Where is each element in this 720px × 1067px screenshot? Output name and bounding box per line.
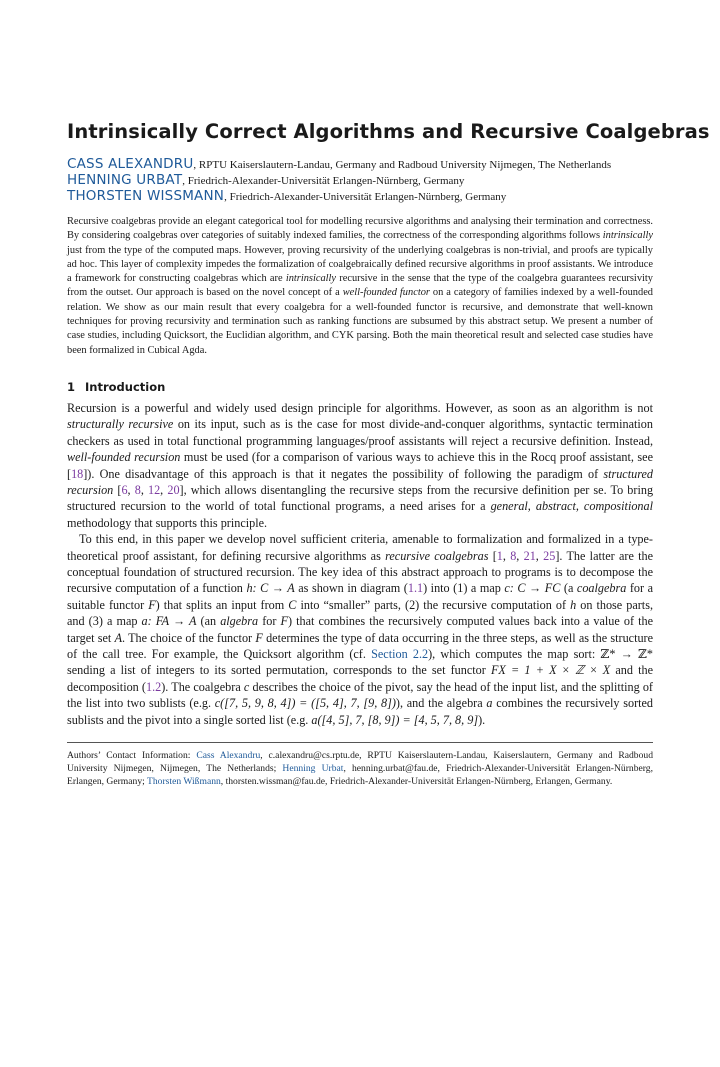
author-link[interactable]: Henning Urbat bbox=[282, 763, 344, 775]
author-affiliation: , Friedrich-Alexander-Universität Erlangen-Nürnberg, Germany bbox=[182, 175, 465, 187]
section-number: 1 bbox=[67, 379, 76, 394]
citation-link[interactable]: 25 bbox=[543, 548, 556, 563]
footnote-divider bbox=[67, 742, 653, 743]
citation-link[interactable]: 8 bbox=[510, 548, 517, 563]
section-ref-link[interactable]: Section 2.2 bbox=[371, 647, 429, 662]
abstract: Recursive coalgebras provide an elegant categorical tool for modelling recursive algorithms and analysing their termination and correctness. By considering coalgebras over categories of suitably indexed families, the correctness of the corresponding algorithms follows intrinsically just from the type of the computed maps. However, proving recursivity of the underlying coalgebras is non-trivial, and proofs are typically ad hoc. This layer of complexity impedes the formalization of coalgebraically defined recursive algorithms in proof assistants. We introduce a framework for constructing coalgebras which are intrinsically recursive in the sense that the type of the coalgebra guarantees recursivity from the outset. Our approach is based on the novel concept of a well-founded functor on a category of families indexed by a well-founded relation. We show as our main result that every coalgebra for a well-founded functor is recursive, and demonstrate that well-known techniques for proving recursivity and termination such as ranking functions are subsumed by this abstract setup. We present a number of case studies, including Quicksort, the Euclidian algorithm, and CYK parsing. Both the main theoretical result and selected case studies have been formalized in Cubical Agda. bbox=[67, 216, 654, 356]
author-contact-footnote: Authors’ Contact Information: Cass Alexandru, c.alexandru@cs.rptu.de, RPTU Kaiserslautern-Landau, Kaiserslautern, Germany and Radboud University Nijmegen, Nijmegen, The Netherlands; Henning Urbat, henning.urbat@fau.de, Friedrich-Alexander-Universität Erlangen-Nürnberg, Erlangen, Germany; Thorsten Wißmann, thorsten.wissman@fau.de, Friedrich-Alexander-Universität Erlangen-Nürnberg, Erlangen, Germany. bbox=[67, 750, 653, 788]
citation-link[interactable]: 21 bbox=[523, 548, 536, 563]
citation-link[interactable]: 6 bbox=[121, 483, 128, 497]
citation-link[interactable]: 20 bbox=[167, 483, 180, 497]
author-link[interactable]: Cass Alexandru bbox=[196, 750, 261, 762]
author-entry bbox=[67, 157, 653, 173]
section-heading bbox=[67, 380, 653, 394]
citation-link[interactable]: 12 bbox=[147, 483, 161, 497]
equation-ref-link[interactable]: 1.1 bbox=[407, 581, 424, 596]
author-list bbox=[67, 157, 653, 205]
paragraph: To this end, in this paper we develop novel sufficient criteria, amenable to formalization and formalized in a type-theoretical proof assistant, for defining recursive algorithms as recursive coalgebras [1, 8, 21, 25]. The latter are the conceptual foundation of structured recursion. The key idea of this abstract approach to programs is to decompose the recursive computation of a function h: C → A as shown in diagram (1.1) into (1) a map c: C → FC (a coalgebra for a suitable functor F) that splits an input from C into “smaller” parts, (2) the recursive computation of h on those parts, and (3) a map a: FA → A (an algebra for F) that combines the recursively computed values back into a value of the target set A. The choice of the functor F determines the type of data occurring in the three steps, as well as the structure of the call tree. For example, the Quicksort algorithm (cf. Section 2.2), which computes the map sort: ℤ* → ℤ* sending a list of integers to its sorted permutation, corresponds to the set functor FX = 1 + X × ℤ × X and the decomposition (1.2). The coalgebra c describes the choice of the pivot, say the head of the input list, and the splitting of the list into two sublists (e.g. c([7, 5, 9, 8, 4]) = ([5, 4], 7, [9, 8])), and the algebra a combines the recursively sorted sublists and the pivot into a single sorted list (e.g. a([4, 5], 7, [8, 9]) = [4, 5, 7, 8, 9]). bbox=[67, 532, 654, 727]
author-affiliation: , Friedrich-Alexander-Universität Erlangen-Nürnberg, Germany bbox=[224, 191, 507, 203]
section-body bbox=[67, 400, 653, 728]
paper-page bbox=[67, 120, 710, 788]
author-entry bbox=[67, 173, 653, 189]
author-link[interactable]: Thorsten Wißmann bbox=[147, 776, 221, 788]
paragraph: Recursion is a powerful and widely used design principle for algorithms. However, as soon as an algorithm is not structurally recursive on its input, such as is the case for most divide-and-conquer algorithms, syntactic termination checkers as used in total functional programming languages/proof assistants will reject a recursive definition. Instead, well-founded recursion must be used (for a comparison of various ways to achieve this in the Rocq proof assistant, see [18]). One disadvantage of this approach is that it negates the possibility of following the paradigm of structured recursion [6, 8, 12, 20], which allows disentangling the recursive steps from the recursive definition per se. To bring structured recursion to the world of total functional programs, a need arises for a general, abstract, compositional methodology that supports this principle. bbox=[67, 400, 654, 530]
citation-link[interactable]: 1 bbox=[496, 548, 503, 563]
author-entry bbox=[67, 189, 653, 205]
equation-ref-link[interactable]: 1.2 bbox=[145, 679, 162, 694]
paper-title: Intrinsically Correct Algorithms and Recursive Coalgebras bbox=[67, 120, 710, 143]
author-name: THORSTEN WISSMANN bbox=[67, 188, 225, 204]
citation-link[interactable]: 8 bbox=[134, 483, 141, 497]
citation-link[interactable]: 18 bbox=[71, 466, 84, 481]
author-name: HENNING URBAT bbox=[67, 172, 183, 188]
section-title: Introduction bbox=[85, 379, 166, 394]
author-affiliation: , RPTU Kaiserslautern-Landau, Germany and Radboud University Nijmegen, The Netherlands bbox=[193, 159, 612, 171]
author-name: CASS ALEXANDRU bbox=[67, 156, 194, 172]
